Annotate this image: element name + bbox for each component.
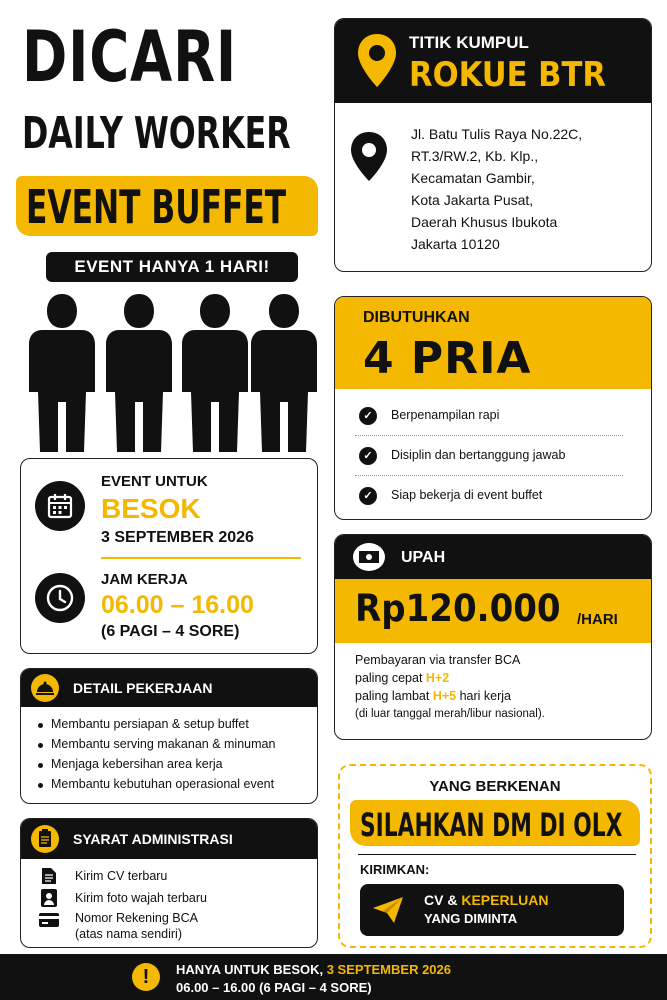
divider (355, 435, 623, 436)
headline-event-buffet: EVENT BUFFET (26, 180, 287, 234)
contact-label: YANG BERKENAN (429, 778, 561, 795)
meeting-point-card (334, 18, 652, 272)
meeting-address (411, 123, 582, 255)
calendar-icon (35, 481, 85, 531)
contact-divider (358, 854, 636, 855)
clipboard-icon (31, 825, 59, 853)
wage-terms (355, 651, 545, 723)
wage-line: (di luar tanggal merah/libur nasional). (355, 708, 545, 720)
list-item: Membantu kebutuhan operasional event (35, 777, 275, 791)
job-details-card (20, 668, 318, 804)
job-details-title: DETAIL PEKERJAAN (73, 680, 213, 696)
admin-item-bank: Nomor Rekening BCA (75, 911, 198, 925)
address-line: RT.3/RW.2, Kb. Klp., (411, 148, 539, 164)
event-label: EVENT UNTUK (101, 473, 208, 490)
send-line-1: CV & KEPERLUAN (424, 892, 549, 908)
paper-plane-icon (372, 896, 404, 924)
wage-label: UPAH (401, 549, 446, 566)
person-silhouette-icon (250, 292, 318, 454)
admin-item-photo: Kirim foto wajah terbaru (75, 891, 208, 905)
check-icon: ✓ (359, 447, 377, 465)
requirement-item: Disiplin dan bertanggung jawab (391, 448, 566, 462)
needed-count: 4 PRIA (363, 333, 532, 384)
document-icon (41, 867, 57, 885)
event-card (20, 458, 318, 654)
meeting-point-header (335, 19, 651, 103)
wage-line: paling cepat H+2 (355, 671, 450, 685)
address-line: Kota Jakarta Pusat, (411, 192, 534, 208)
one-day-badge: EVENT HANYA 1 HARI! (46, 252, 298, 282)
wage-card (334, 534, 652, 740)
requirement-item: Berpenampilan rapi (391, 408, 500, 422)
highlight: H+2 (425, 671, 450, 685)
wage-line: Pembayaran via transfer BCA (355, 653, 521, 667)
wage-unit: /HARI (577, 611, 618, 628)
wage-header (335, 535, 651, 579)
send-line-2: YANG DIMINTA (424, 911, 518, 926)
map-pin-icon (349, 131, 389, 183)
clock-icon (35, 573, 85, 623)
address-line: Jakarta 10120 (411, 236, 500, 252)
headline-daily-worker: DAILY WORKER (22, 108, 291, 159)
cloche-icon (31, 674, 59, 702)
admin-requirements-card (20, 818, 318, 948)
person-silhouette-icon (181, 292, 249, 454)
needed-card (334, 296, 652, 520)
cta-text: SILAHKAN DM DI OLX (360, 806, 623, 844)
list-item: Membantu serving makanan & minuman (35, 737, 275, 751)
job-details-header (21, 669, 317, 707)
event-divider (101, 557, 301, 559)
admin-title: SYARAT ADMINISTRASI (73, 831, 233, 847)
admin-header (21, 819, 317, 859)
list-item: Membantu persiapan & setup buffet (35, 717, 275, 731)
meeting-point-label: TITIK KUMPUL (409, 33, 529, 52)
admin-item-cv: Kirim CV terbaru (75, 869, 168, 883)
divider (355, 475, 623, 476)
needed-label: DIBUTUHKAN (363, 309, 470, 326)
meeting-point-place: ROKUE BTR (409, 55, 606, 95)
footer-bar (0, 954, 667, 1000)
footer-line-1: HANYA UNTUK BESOK, 3 SEPTEMBER 2026 (176, 962, 451, 977)
address-line: Jl. Batu Tulis Raya No.22C, (411, 126, 583, 142)
hours-note: (6 PAGI – 4 SORE) (101, 623, 240, 640)
portrait-icon (41, 889, 57, 907)
address-line: Daerah Khusus Ibukota (411, 214, 558, 230)
contact-card (338, 764, 652, 948)
send-label: KIRIMKAN: (360, 862, 430, 877)
job-details-list (35, 717, 275, 797)
footer-line-2: 06.00 – 16.00 (6 PAGI – 4 SORE) (176, 980, 372, 995)
send-box (360, 884, 624, 936)
event-date: 3 SEPTEMBER 2026 (101, 529, 254, 546)
person-silhouette-icon (105, 292, 173, 454)
bank-card-icon (39, 913, 59, 927)
check-icon: ✓ (359, 407, 377, 425)
wage-amount: Rp120.000 (355, 587, 561, 630)
event-when: BESOK (101, 493, 201, 524)
admin-item-note: (atas nama sendiri) (75, 927, 182, 941)
requirement-item: Siap bekerja di event buffet (391, 488, 543, 502)
hours-label: JAM KERJA (101, 571, 188, 588)
money-icon (353, 543, 385, 571)
highlight: KEPERLUAN (461, 892, 549, 908)
location-pin-icon (357, 33, 397, 89)
wage-line: paling lambat H+5 hari kerja (355, 689, 511, 703)
footer-date: 3 SEPTEMBER 2026 (326, 962, 451, 977)
work-hours: 06.00 – 16.00 (101, 591, 254, 619)
person-silhouette-icon (28, 292, 96, 454)
check-icon: ✓ (359, 487, 377, 505)
headline-dicari: DICARI (22, 16, 238, 98)
warning-icon: ! (132, 963, 160, 991)
highlight: H+5 (432, 689, 457, 703)
address-line: Kecamatan Gambir, (411, 170, 535, 186)
list-item: Menjaga kebersihan area kerja (35, 757, 275, 771)
